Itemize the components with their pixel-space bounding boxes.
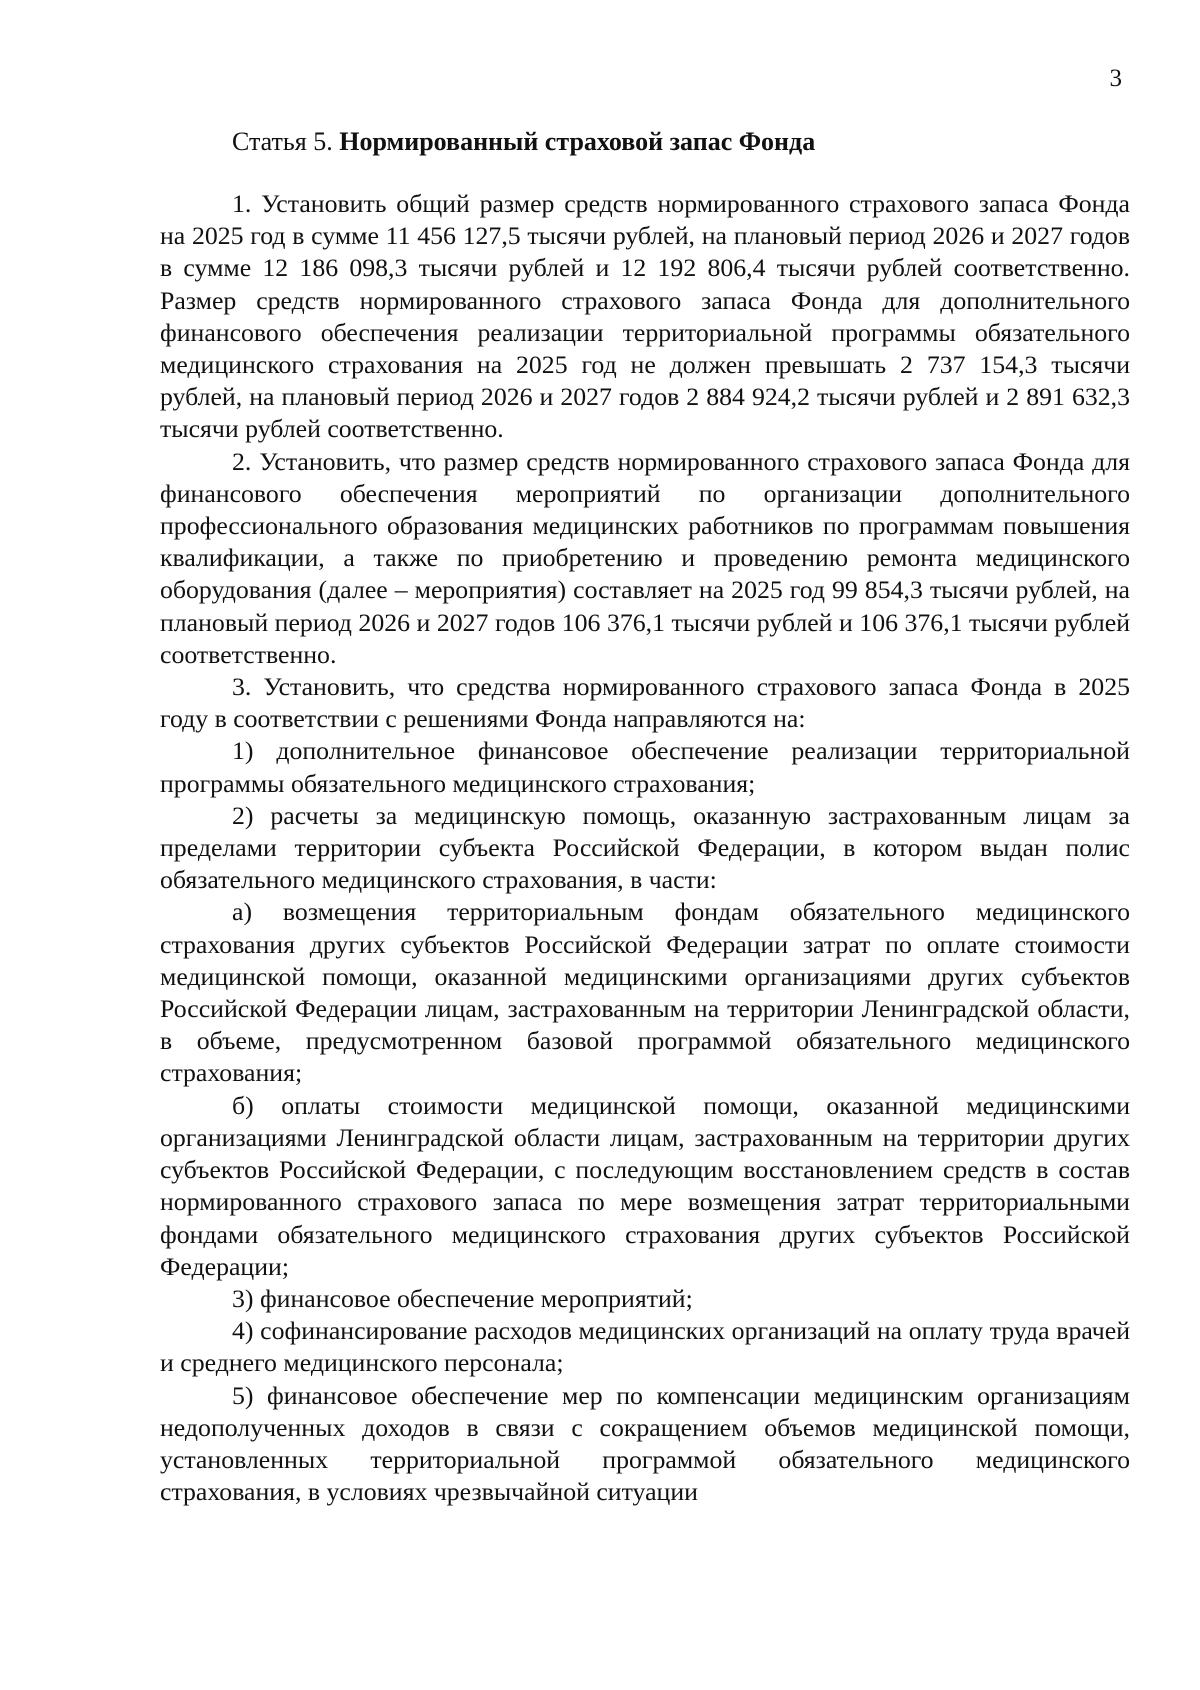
paragraph-2: 2. Установить, что размер средств нормированного страхового запаса Фонда для финансового обеспечения мероприятий по организации дополнительного профессионального образования медицинских работников по программам повышения квалификации, а также по приобретению и проведению ремонта медицинского оборудования (далее – мероприятия) составляет на 2025 год 99 854,3 тысячи рублей, на плановый период 2026 и 2027 годов 106 376,1 тысячи рублей и 106 376,1 тысячи рублей соответственно. [160, 446, 1130, 669]
sub-item-b: б) оплаты стоимости медицинской помощи, оказанной медицинскими организациями Ленинградской области лицам, застрахованным на территории других субъектов Российской Федерации, с последующим восстановлением средств в состав нормированного страхового запаса по мере возмещения затрат территориальными фондами обязательного медицинского страхования других субъектов Российской Федерации; [160, 1090, 1130, 1281]
sub-item-a: а) возмещения территориальным фондам обязательного медицинского страхования других субъектов Российской Федерации затрат по оплате стоимости медицинской помощи, оказанной медицинскими организациями других субъектов Российской Федерации лицам, застрахованным на территории Ленинградской области, в объеме, предусмотренном базовой программой обязательного медицинского страхования; [160, 897, 1130, 1088]
article-heading [232, 126, 815, 157]
list-item-5: 5) финансовое обеспечение мер по компенсации медицинским организациям недополученных доходов в связи с сокращением объемов медицинской помощи, установленных территориальной программой обязательного медицинского страхования, в условиях чрезвычайной ситуации [160, 1380, 1130, 1507]
page-number: 3 [1109, 65, 1122, 92]
article-number: Статья 5. [232, 127, 333, 156]
article-body [160, 188, 1130, 1508]
list-item-2: 2) расчеты за медицинскую помощь, оказанную застрахованным лицам за пределами территории субъекта Российской Федерации, в котором выдан полис обязательного медицинского страхования, в части: [160, 800, 1130, 895]
paragraph-1: 1. Установить общий размер средств нормированного страхового запаса Фонда на 2025 год в сумме 11 456 127,5 тысячи рублей, на плановый период 2026 и 2027 годов в сумме 12 186 098,3 тысячи рублей и 12 192 806,4 тысячи рублей соответственно. Размер средств нормированного страхового запаса Фонда для дополнительного финансового обеспечения реализации территориальной программы обязательного медицинского страхования на 2025 год не должен превышать 2 737 154,3 тысячи рублей, на плановый период 2026 и 2027 годов 2 884 924,2 тысячи рублей и 2 891 632,3 тысячи рублей соответственно. [160, 189, 1130, 444]
paragraph-3: 3. Установить, что средства нормированного страхового запаса Фонда в 2025 году в соответствии с решениями Фонда направляются на: [160, 672, 1130, 734]
list-item-4: 4) софинансирование расходов медицинских организаций на оплату труда врачей и среднего медицинского персонала; [160, 1316, 1130, 1378]
list-item-1: 1) дополнительное финансовое обеспечение реализации территориальной программы обязательного медицинского страхования; [160, 736, 1130, 798]
article-title: Нормированный страховой запас Фонда [339, 127, 816, 156]
list-item-3: 3) финансовое обеспечение мероприятий; [232, 1283, 693, 1313]
